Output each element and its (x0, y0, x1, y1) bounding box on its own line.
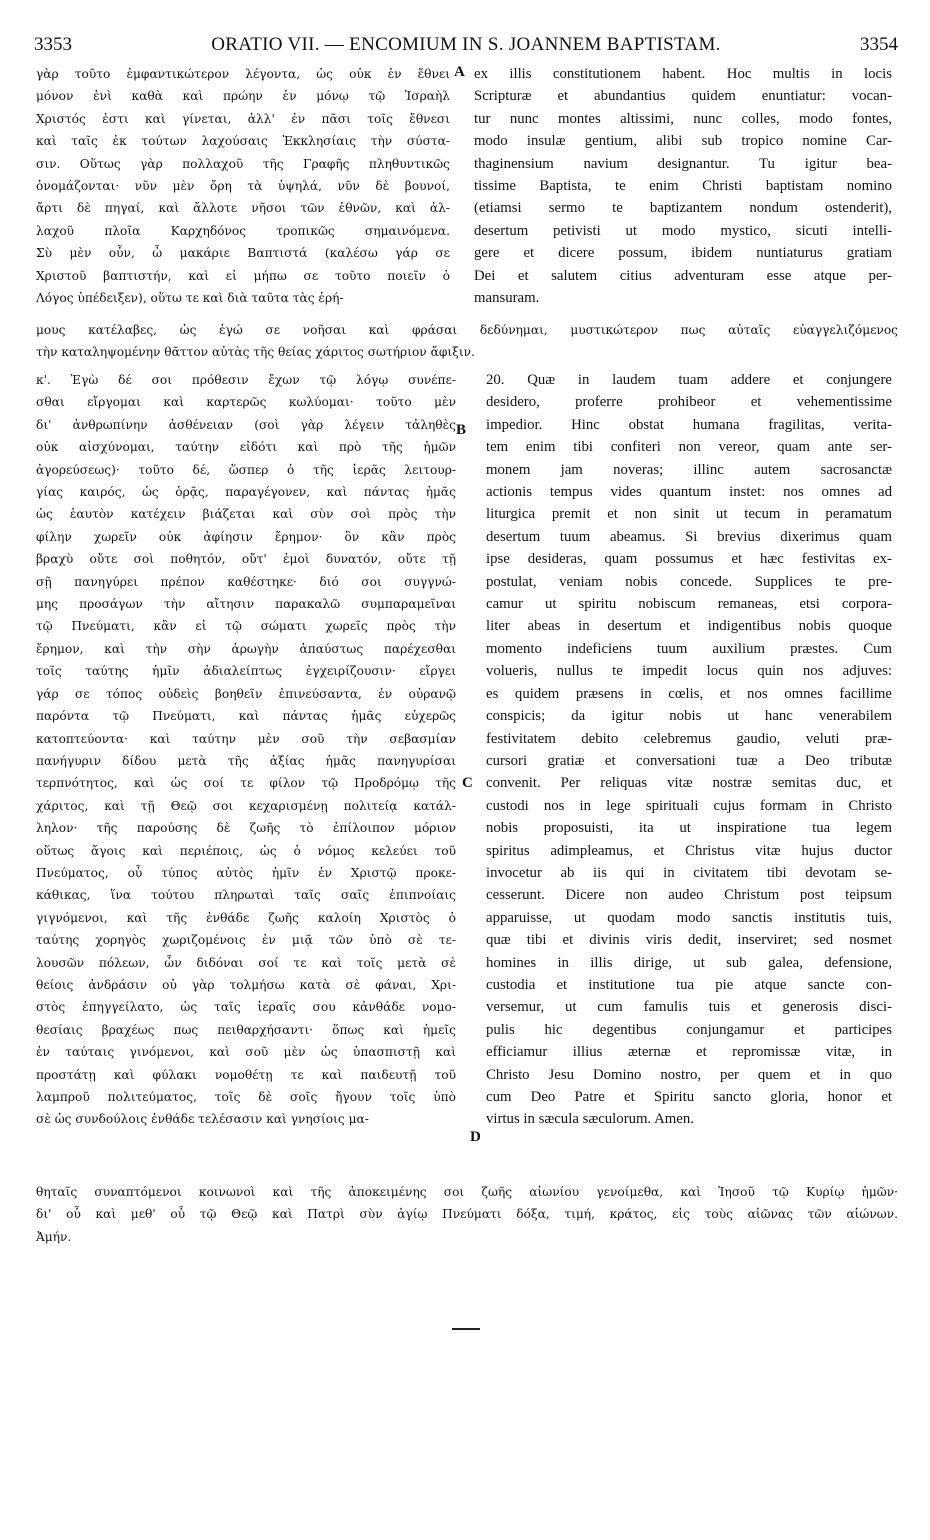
greek-text-line: ἀγορεύσεως)· τοῦτο δέ, ὥσπερ ὁ τῆς ἱερᾶς λειτουρ- (36, 462, 456, 477)
end-rule (452, 1328, 480, 1330)
latin-text-line: custodia et institutione tua pie atque sancte con- (486, 976, 892, 993)
latin-text-line: Christo Jesu Domino nostro, per quem et in quo (486, 1066, 892, 1083)
greek-text-line: θείοις ἀνδράσιν οὐ γὰρ τολμήσω κατὰ σὲ φάναι, Χρι- (36, 977, 456, 992)
latin-text-line: 20. Quæ in laudem tuam addere et conjungere (486, 372, 892, 388)
greek-text-line: ἄρτι δὲ πηγαί, καὶ ἄλλοτε νῆσοι τῶν ἐθνῶν, καὶ ἀλ- (36, 201, 450, 216)
greek-text-line: τερπνότητος, καὶ ὡς σοί τε φίλον τῷ Προδρόμῳ τῆς (36, 776, 456, 791)
greek-text-line: ληλον· τῆς παρούσης δὲ ζωῆς τὸ ἐπίλοιπον μόριον (36, 821, 456, 836)
latin-text-line: thaginensium navium designantur. Tu igitur bea- (474, 155, 892, 172)
greek-text-line: βραχὺ οὔτε σοὶ ποθητόν, οὔτ' ἐμοὶ δυνατόν, οὔτε τῇ (36, 552, 456, 567)
greek-text-line: μους κατέλαβες, ὡς ἐγώ σε νοῆσαι καὶ φράσαι δεδύνημαι, μυστικώτερον πως αὐταῖς εὐαγγελιζόμενος (36, 323, 898, 337)
latin-text-line: pulis hic degentibus conjungamur et participes (486, 1021, 892, 1038)
latin-text-line: desidero, proferre prohibeor et vehementissime (486, 394, 892, 411)
greek-text-line: ὡς ἑαυτὸν κατέχειν βιάζεται καὶ σὺν σοὶ πρὸς τὴν (36, 507, 456, 522)
greek-text-line: Ἀμήν. (36, 1229, 72, 1244)
latin-text-line: impedior. Hinc obstat humana fragilitas, verita- (486, 416, 892, 433)
greek-text-line: τῷ Πνεύματι, κἂν εἰ τῷ σώματι χωρεῖς πρὸς τὴν (36, 619, 456, 634)
greek-text-line: σιν. Οὕτως γὰρ πολλαχοῦ τῆς Γραφῆς πληθυντικῶς (36, 156, 450, 171)
latin-text-line: desertum tuum abeamus. Si brevius dixerimus quam (486, 528, 892, 545)
greek-text-line: ὀνομάζονται· νῦν μὲν ὄρη τὰ ὑψηλά, νῦν δὲ βουνοί, (36, 179, 450, 194)
latin-text-line: postulat, veniam nobis concede. Supplices te pre- (486, 573, 892, 590)
greek-text-line: δι' ἀνθρωπίνην ἀσθένειαν (σοὶ γὰρ λέγειν τἀληθὲς (36, 417, 456, 432)
greek-text-line: ἔρημον, καὶ τὴν σὴν ἀρωγὴν ἀπαύστως παρέχεσθαι (36, 641, 456, 656)
latin-text-line: ipse desideras, quam possumus et hæc festivitas ex- (486, 551, 892, 568)
greek-text-line: ταύτης χορηγὸς χωριζομένοις ἐν μιᾷ τῶν ὑπὸ σὲ τε- (36, 933, 456, 948)
margin-marker-b: B (456, 422, 467, 438)
greek-text-line: λαμπροῦ πολιτεύματος, τοῖς δὲ σοῖς ἤγουν τοῖς ὑπὸ (36, 1090, 456, 1104)
latin-text-line: cum Deo Patre et Spiritu sancto gloria, honor et (486, 1089, 892, 1105)
greek-column-main (36, 369, 456, 1131)
latin-text-line: convenit. Per reliquas vitæ nostræ semitas duc, et (486, 775, 892, 792)
latin-column-main (486, 369, 892, 1131)
latin-text-line: virtus in sæcula sæculorum. Amen. (486, 1111, 694, 1128)
greek-text-line: θηταῖς συναπτόμενοι κοινωνοὶ καὶ τῆς ἀποκειμένης σοι ζωῆς αἰωνίου γενοίμεθα, καὶ Ἰησοῦ τῷ Κυρίῳ ἡμῶν· (36, 1185, 898, 1199)
latin-text-line: efficiamur illius æternæ et repromissæ vitæ, in (486, 1044, 892, 1061)
greek-text-line: κάθικας, ἵνα τούτου πληρωταὶ ταῖς σαῖς ἐπιπνοίαις (36, 888, 456, 903)
latin-text-line: tur nunc montes altissimi, nunc colles, modo fontes, (474, 110, 892, 127)
greek-text-line: λαχοῦ πλοῖα Καρχηδόνος τροπικῶς σημαινόμενα. (36, 223, 450, 238)
greek-text-line: κατοπτεύοντα· καὶ ταύτην μὲν σοῦ τὴν σεβασμίαν (36, 731, 456, 746)
greek-text-line: λουσῶν πόλεων, ὧν διδόναι σοί τε καὶ τοῖς μετὰ σὲ (36, 955, 456, 970)
greek-text-line: θεσίαις βραχέως πως πειθαρχήσαντι· ὅπως καὶ ἡμεῖς (36, 1022, 456, 1037)
latin-text-line: desertum petivisti ut modo mystico, sicuti intelli- (474, 222, 892, 239)
latin-text-line: monem jam noveras; illinc autem sacrosanctæ (486, 461, 892, 478)
page-number-left: 3353 (34, 34, 72, 55)
greek-text-line: Πνεύματος, οὗ τύπος αὐτὸς ἡμῖν ἐν Χριστῷ προκε- (36, 865, 456, 880)
greek-text-line: Σὺ μὲν οὖν, ὦ μακάριε Βαπτιστά (καλέσω γάρ σε (36, 246, 450, 261)
greek-text-line: μόνον ἑνὶ καθὰ καὶ πρώην ἐν μόνῳ τῷ Ἰσραὴλ (36, 89, 450, 104)
latin-text-line: mansuram. (474, 290, 540, 307)
greek-text-line: φίλην χωρεῖν οὐκ ἀφίησιν ἔρημον· ὃν κἂν πρὸς (36, 529, 456, 544)
greek-text-line: σὲ ὡς συνδούλοις ἐνθάδε τελέσασιν καὶ γνησίοις μα- (36, 1112, 369, 1127)
greek-text-line: πανήγυριν δίδου μετὰ τῆς ἀξίας ἡμᾶς πανηγυρίσαι (36, 753, 456, 768)
latin-text-line: liturgica premit et non sinit ut tecum in peramatum (486, 506, 892, 523)
greek-text-line: προστάτῃ καὶ φύλακι νομοθέτῃ τε καὶ παιδευτῇ τοῦ (36, 1067, 456, 1082)
latin-text-line: apparuisse, ut quodam modo sanctis institutis tuis, (486, 909, 892, 926)
latin-column-top (474, 63, 892, 309)
greek-text-line: σῇ πανηγύρει πρέπον καθέστηκε· διό σοι συγγνώ- (36, 574, 456, 589)
latin-text-line: actionis tempus vides quantum instet: nos omnes ad (486, 484, 892, 501)
latin-text-line: liter abeas in desertum et indigentibus nobis quoque (486, 618, 892, 635)
greek-text-line: γιγνόμενοι, καὶ τῆς ἐνθάδε ζωῆς καλοίη Χριστὸς ὁ (36, 910, 456, 925)
margin-marker-d: D (470, 1129, 481, 1145)
latin-text-line: tissime Baptista, te enim Christi baptistam nomino (474, 178, 892, 195)
greek-text-line: γὰρ τοῦτο ἐμφαντικώτερον λέγοντα, ὡς οὐκ ἐν ἔθνει (36, 67, 450, 81)
greek-text-line: μης προσάγων τὴν αἴτησιν παρακαλῶ συμπαραμεῖναι (36, 597, 456, 612)
latin-text-line: nobis proposuisti, ita ut inspiratione tua legem (486, 820, 892, 837)
latin-text-line: festivitatem debito celebremus gaudio, veluti præ- (486, 730, 892, 747)
greek-text-line: δι' οὗ καὶ μεθ' οὗ τῷ Θεῷ καὶ Πατρὶ σὺν ἁγίῳ Πνεύματι δόξα, τιμή, κράτος, εἰς τοὺς αἰῶνας τῶν αἰώνων. (36, 1207, 898, 1222)
greek-text-line: Λόγος ὑπέδειξεν), οὕτω τε καὶ διὰ ταῦτα τὰς ἐρή- (36, 291, 344, 306)
latin-text-line: versemur, ut cum famulis tuis et generosis disci- (486, 999, 892, 1016)
greek-text-line: Χριστοῦ βαπτιστήν, καὶ εἰ μήπω σε τοῦτο ποιεῖν ὁ (36, 268, 450, 283)
greek-text-line: κ'. Ἐγὼ δέ σοι πρόθεσιν ἔχων τῷ λόγῳ συνέπε- (36, 373, 456, 387)
greek-text-line: γίας καιρός, ὡς ὁρᾷς, παραγέγονεν, καὶ πάντας ἡμᾶς (36, 485, 456, 500)
greek-text-line: χάριτος, καὶ τῇ Θεῷ σοι κεχαρισμένῃ πολιτείᾳ κατάλ- (36, 798, 456, 813)
latin-text-line: momento indeficiens tuum auxilium præstes. Cum (486, 640, 892, 657)
latin-text-line: es quidem præsens in cœlis, et nos omnes facillime (486, 685, 892, 702)
margin-marker-c: C (462, 775, 473, 791)
latin-text-line: ex illis constitutionem habent. Hoc multis in locis (474, 66, 892, 82)
greek-text-line: ἐν ταύταις γινόμενοι, καὶ σοῦ μὲν ὡς ὑπασπιστῇ καὶ (36, 1045, 456, 1060)
latin-text-line: modo insulæ gentium, alibi sub tropico nomine Car- (474, 133, 892, 150)
latin-text-line: conspicis; da igitur nobis ut hanc venerabilem (486, 708, 892, 725)
latin-text-line: spiritus adimpleamus, et Christus vitæ hujus ductor (486, 842, 892, 859)
latin-text-line: camur ut spiritu nobiscum remaneas, etsi corpora- (486, 596, 892, 613)
running-title: ORATIO VII. — ENCOMIUM IN S. JOANNEM BAPTISTAM. (211, 34, 721, 55)
greek-text-line: τὴν καταληψομένην θᾶττον αὐτὰς τῆς θείας χάριτος σωτήριον ἄφιξιν. (36, 345, 475, 360)
greek-text-line: οὐκ αἰσχύνομαι, ταύτην εἰδότι καὶ πρὸ τῆς ἡμῶν (36, 440, 456, 455)
greek-text-line: οὕτως ἄγοις καὶ περιέποις, ὡς ὁ νόμος κελεύει τοῦ (36, 843, 456, 858)
greek-text-line: τοῖς ταύτης ἡμῖν ἀδιαλείπτως ἐγχειρίζουσιν· εἴργει (36, 664, 456, 679)
greek-text-line: παρόντα τῷ Πνεύματι, καὶ πάντας ἡμᾶς εὐχερῶς (36, 709, 456, 724)
greek-full-width-block-2 (36, 1181, 898, 1248)
greek-text-line: σθαι εἴργομαι καὶ καρτερῶς κωλύομαι· τοῦτο μὲν (36, 395, 456, 410)
latin-text-line: custodi nos in lege spirituali cujus formam in Christo (486, 797, 892, 814)
latin-text-line: gere et dicere possum, ibidem nuntiaturus gratiam (474, 245, 892, 262)
greek-text-line: στὸς ἐπηγγείλατο, ὡς ταῖς ἱεραῖς σου κἀνθάδε νομο- (36, 1000, 456, 1015)
latin-text-line: volueris, nullus te impedit locus quin nos adjuves: (486, 663, 892, 680)
page-header (34, 34, 898, 58)
greek-full-width-block-1 (36, 319, 898, 364)
latin-text-line: tem enim tibi confiteri non vereor, quam ante ser- (486, 439, 892, 456)
latin-text-line: quæ tibi et divinis viris dedit, inserviret; sed nosmet (486, 932, 892, 949)
latin-text-line: (etiamsi sermo te baptizantem nondum ostenderit), (474, 200, 892, 217)
greek-column-top (36, 63, 450, 309)
greek-text-line: Χριστός ἐστι καὶ γίνεται, ἀλλ' ἐν πᾶσι τοῖς ἔθνεσι (36, 111, 450, 126)
greek-text-line: γάρ σε τόπος οὐδεὶς βοηθεῖν ἐπινεύσαντα, ἐν οὐρανῷ (36, 686, 456, 701)
greek-text-line: καὶ ταῖς ἐκ τούτων λαχούσαις Ἐκκλησίαις τὴν σύστα- (36, 134, 450, 149)
latin-text-line: cursori gratiæ et conversationi tuæ a Deo tributæ (486, 752, 892, 769)
latin-text-line: cesserunt. Dicere non audeo Christum post teipsum (486, 887, 892, 904)
latin-text-line: homines in illis dirige, ut sub galea, defensione, (486, 954, 892, 971)
page-number-right: 3354 (860, 34, 898, 55)
latin-text-line: invocetur ab iis qui in civitatem tibi devotam se- (486, 864, 892, 881)
latin-text-line: Dei et salutem citius adventuram esse atque per- (474, 267, 892, 284)
latin-text-line: Scripturæ et abundantius quidem enuntiatur: vocan- (474, 88, 892, 105)
margin-marker-a: A (454, 64, 465, 80)
